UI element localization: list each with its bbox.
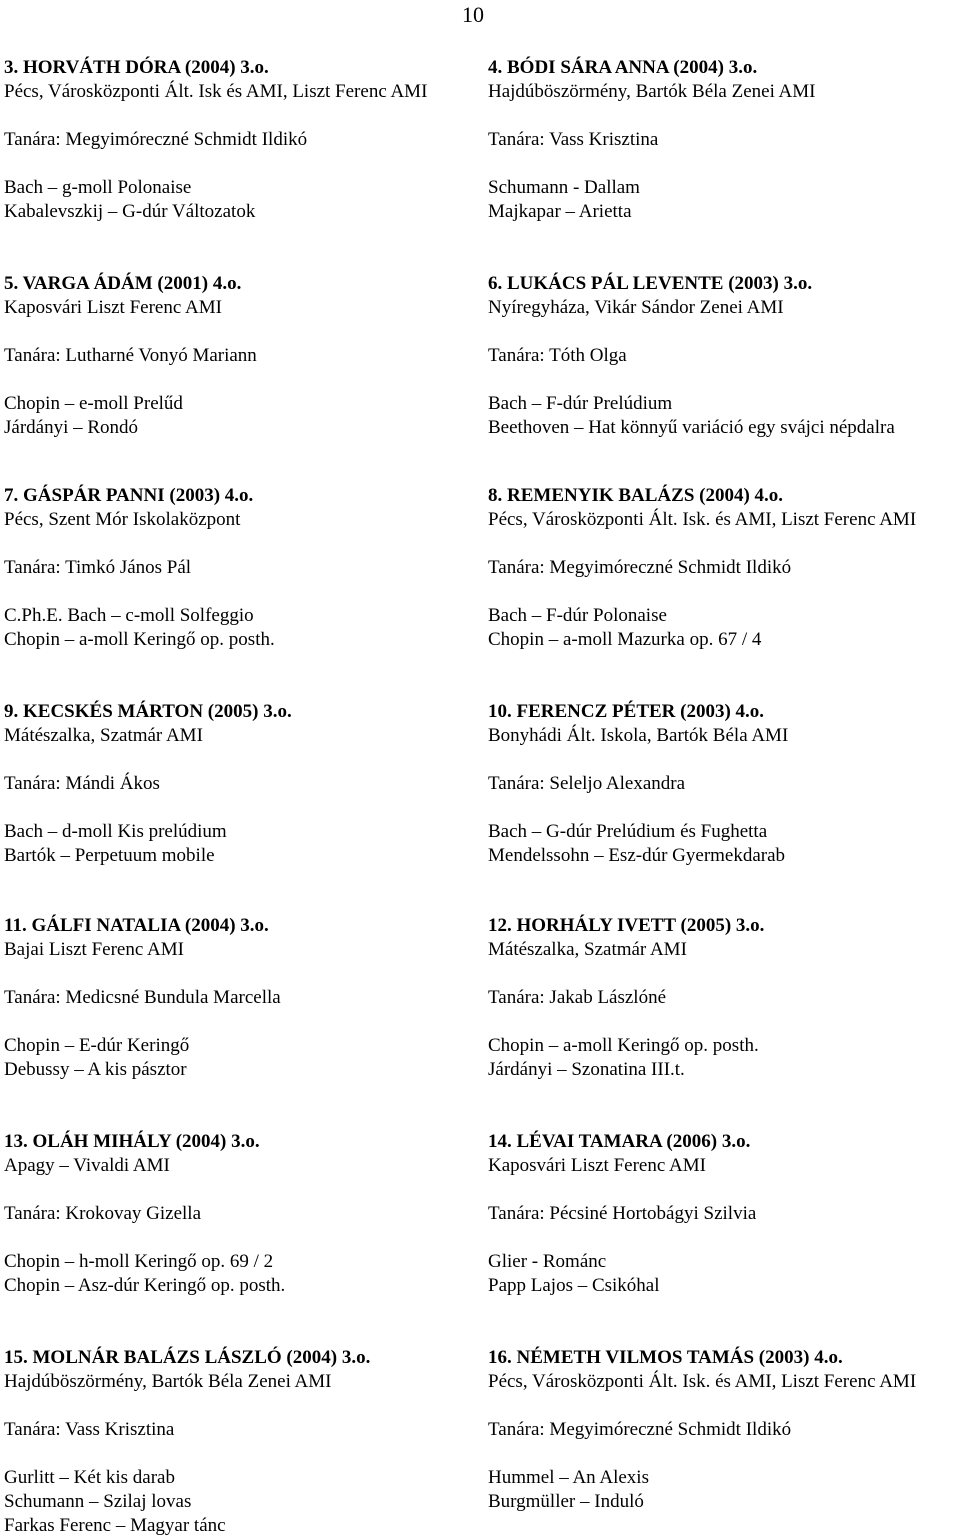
spacer xyxy=(488,962,958,986)
entry-piece: Chopin – e-moll Prelűd xyxy=(4,393,183,414)
entry-title: 13. OLÁH MIHÁLY (2004) 3.o. xyxy=(4,1131,260,1152)
entry-title: 11. GÁLFI NATALIA (2004) 3.o. xyxy=(4,915,269,936)
entry-4 xyxy=(488,272,958,440)
entry-12 xyxy=(488,1130,958,1298)
spacer xyxy=(4,796,474,820)
entry-title: 7. GÁSPÁR PANNI (2003) 4.o. xyxy=(4,485,254,506)
entry-teacher: Tanára: Jakab Lászlóné xyxy=(488,987,667,1008)
entry-teacher: Tanára: Tóth Olga xyxy=(488,345,627,366)
entry-5 xyxy=(4,484,474,652)
entry-8 xyxy=(488,700,958,868)
entry-2 xyxy=(488,56,958,224)
entry-school: Kaposvári Liszt Ferenc AMI xyxy=(488,1155,706,1176)
entry-title: 4. BÓDI SÁRA ANNA (2004) 3.o. xyxy=(488,57,758,78)
entry-school: Pécs, Városközponti Ált. Isk. és AMI, Liszt Ferenc AMI xyxy=(488,509,917,530)
spacer xyxy=(4,1178,474,1202)
entry-piece: Járdányi – Rondó xyxy=(4,417,139,438)
spacer xyxy=(488,1010,958,1034)
entry-school: Hajdúböszörmény, Bartók Béla Zenei AMI xyxy=(488,81,816,102)
entry-piece: Chopin – a-moll Keringő op. posth. xyxy=(488,1035,759,1056)
entry-piece: Bach – G-dúr Prelúdium és Fughetta xyxy=(488,821,768,842)
spacer xyxy=(488,580,958,604)
entry-school: Pécs, Szent Mór Iskolaközpont xyxy=(4,509,241,530)
spacer xyxy=(488,1226,958,1250)
spacer xyxy=(4,1394,474,1418)
entry-title: 16. NÉMETH VILMOS TAMÁS (2003) 4.o. xyxy=(488,1347,843,1368)
entry-piece: Bach – g-moll Polonaise xyxy=(4,177,192,198)
spacer xyxy=(488,368,958,392)
entry-piece: Burgmüller – Induló xyxy=(488,1491,644,1512)
entry-teacher: Tanára: Megyimóreczné Schmidt Ildikó xyxy=(488,557,792,578)
spacer xyxy=(4,1442,474,1466)
entry-title: 10. FERENCZ PÉTER (2003) 4.o. xyxy=(488,701,765,722)
entry-title: 8. REMENYIK BALÁZS (2004) 4.o. xyxy=(488,485,784,506)
entry-7 xyxy=(4,700,474,868)
spacer xyxy=(488,532,958,556)
page-number: 10 xyxy=(462,2,484,27)
entry-school: Pécs, Városközponti Ált. Isk. és AMI, Liszt Ferenc AMI xyxy=(488,1371,917,1392)
entry-piece: Mendelssohn – Esz-dúr Gyermekdarab xyxy=(488,845,786,866)
spacer xyxy=(4,580,474,604)
entry-piece: Beethoven – Hat könnyű variáció egy svájci népdalra xyxy=(488,417,895,438)
spacer xyxy=(488,152,958,176)
entry-piece: Debussy – A kis pásztor xyxy=(4,1059,187,1080)
spacer xyxy=(4,1226,474,1250)
entry-title: 15. MOLNÁR BALÁZS LÁSZLÓ (2004) 3.o. xyxy=(4,1347,371,1368)
entry-school: Hajdúböszörmény, Bartók Béla Zenei AMI xyxy=(4,1371,332,1392)
entry-teacher: Tanára: Megyimóreczné Schmidt Ildikó xyxy=(488,1419,792,1440)
entry-piece: Schumann – Szilaj lovas xyxy=(4,1491,192,1512)
entry-school: Mátészalka, Szatmár AMI xyxy=(488,939,687,960)
entry-piece: Papp Lajos – Csikóhal xyxy=(488,1275,660,1296)
spacer xyxy=(488,796,958,820)
entry-school: Bajai Liszt Ferenc AMI xyxy=(4,939,184,960)
entry-title: 3. HORVÁTH DÓRA (2004) 3.o. xyxy=(4,57,269,78)
spacer xyxy=(4,1010,474,1034)
entry-piece: Chopin – a-moll Mazurka op. 67 / 4 xyxy=(488,629,762,650)
spacer xyxy=(488,320,958,344)
entry-piece: Chopin – Asz-dúr Keringő op. posth. xyxy=(4,1275,286,1296)
entry-title: 5. VARGA ÁDÁM (2001) 4.o. xyxy=(4,273,242,294)
entry-14 xyxy=(488,1346,958,1514)
entry-teacher: Tanára: Timkó János Pál xyxy=(4,557,192,578)
entry-piece: C.Ph.E. Bach – c-moll Solfeggio xyxy=(4,605,254,626)
entry-piece: Schumann - Dallam xyxy=(488,177,640,198)
entry-9 xyxy=(4,914,474,1082)
entry-piece: Chopin – h-moll Keringő op. 69 / 2 xyxy=(4,1251,274,1272)
entry-school: Bonyhádi Ált. Iskola, Bartók Béla AMI xyxy=(488,725,789,746)
entry-title: 9. KECSKÉS MÁRTON (2005) 3.o. xyxy=(4,701,292,722)
spacer xyxy=(4,368,474,392)
spacer xyxy=(488,1394,958,1418)
entry-title: 14. LÉVAI TAMARA (2006) 3.o. xyxy=(488,1131,751,1152)
entry-piece: Hummel – An Alexis xyxy=(488,1467,649,1488)
spacer xyxy=(4,152,474,176)
entry-piece: Kabalevszkij – G-dúr Változatok xyxy=(4,201,256,222)
entry-10 xyxy=(488,914,958,1082)
spacer xyxy=(4,320,474,344)
spacer xyxy=(4,748,474,772)
entry-school: Pécs, Városközponti Ált. Isk és AMI, Liszt Ferenc AMI xyxy=(4,81,428,102)
entry-piece: Bach – F-dúr Prelúdium xyxy=(488,393,673,414)
entry-teacher: Tanára: Megyimóreczné Schmidt Ildikó xyxy=(4,129,308,150)
entry-piece: Chopin – E-dúr Keringő xyxy=(4,1035,190,1056)
entry-title: 12. HORHÁLY IVETT (2005) 3.o. xyxy=(488,915,765,936)
entry-piece: Farkas Ferenc – Magyar tánc xyxy=(4,1515,226,1536)
spacer xyxy=(488,104,958,128)
entry-teacher: Tanára: Krokovay Gizella xyxy=(4,1203,202,1224)
spacer xyxy=(488,1442,958,1466)
entry-teacher: Tanára: Mándi Ákos xyxy=(4,773,160,794)
entry-13 xyxy=(4,1346,474,1538)
entry-1 xyxy=(4,56,474,224)
entry-school: Nyíregyháza, Vikár Sándor Zenei AMI xyxy=(488,297,784,318)
entry-teacher: Tanára: Vass Krisztina xyxy=(488,129,659,150)
entry-piece: Bach – d-moll Kis prelúdium xyxy=(4,821,227,842)
spacer xyxy=(4,962,474,986)
entry-school: Apagy – Vivaldi AMI xyxy=(4,1155,170,1176)
spacer xyxy=(488,1178,958,1202)
spacer xyxy=(4,104,474,128)
entry-teacher: Tanára: Lutharné Vonyó Mariann xyxy=(4,345,257,366)
entry-3 xyxy=(4,272,474,440)
entry-piece: Bach – F-dúr Polonaise xyxy=(488,605,667,626)
entry-piece: Glier - Románc xyxy=(488,1251,607,1272)
entry-11 xyxy=(4,1130,474,1298)
entry-title: 6. LUKÁCS PÁL LEVENTE (2003) 3.o. xyxy=(488,273,813,294)
entry-6 xyxy=(488,484,958,652)
entry-school: Mátészalka, Szatmár AMI xyxy=(4,725,203,746)
entry-piece: Bartók – Perpetuum mobile xyxy=(4,845,215,866)
entry-piece: Gurlitt – Két kis darab xyxy=(4,1467,175,1488)
entry-teacher: Tanára: Medicsné Bundula Marcella xyxy=(4,987,281,1008)
entry-teacher: Tanára: Pécsiné Hortobágyi Szilvia xyxy=(488,1203,757,1224)
spacer xyxy=(488,748,958,772)
entry-teacher: Tanára: Vass Krisztina xyxy=(4,1419,175,1440)
entry-teacher: Tanára: Seleljo Alexandra xyxy=(488,773,686,794)
entry-piece: Majkapar – Arietta xyxy=(488,201,632,222)
spacer xyxy=(4,532,474,556)
entry-piece: Chopin – a-moll Keringő op. posth. xyxy=(4,629,275,650)
entry-piece: Járdányi – Szonatina III.t. xyxy=(488,1059,685,1080)
entry-school: Kaposvári Liszt Ferenc AMI xyxy=(4,297,222,318)
